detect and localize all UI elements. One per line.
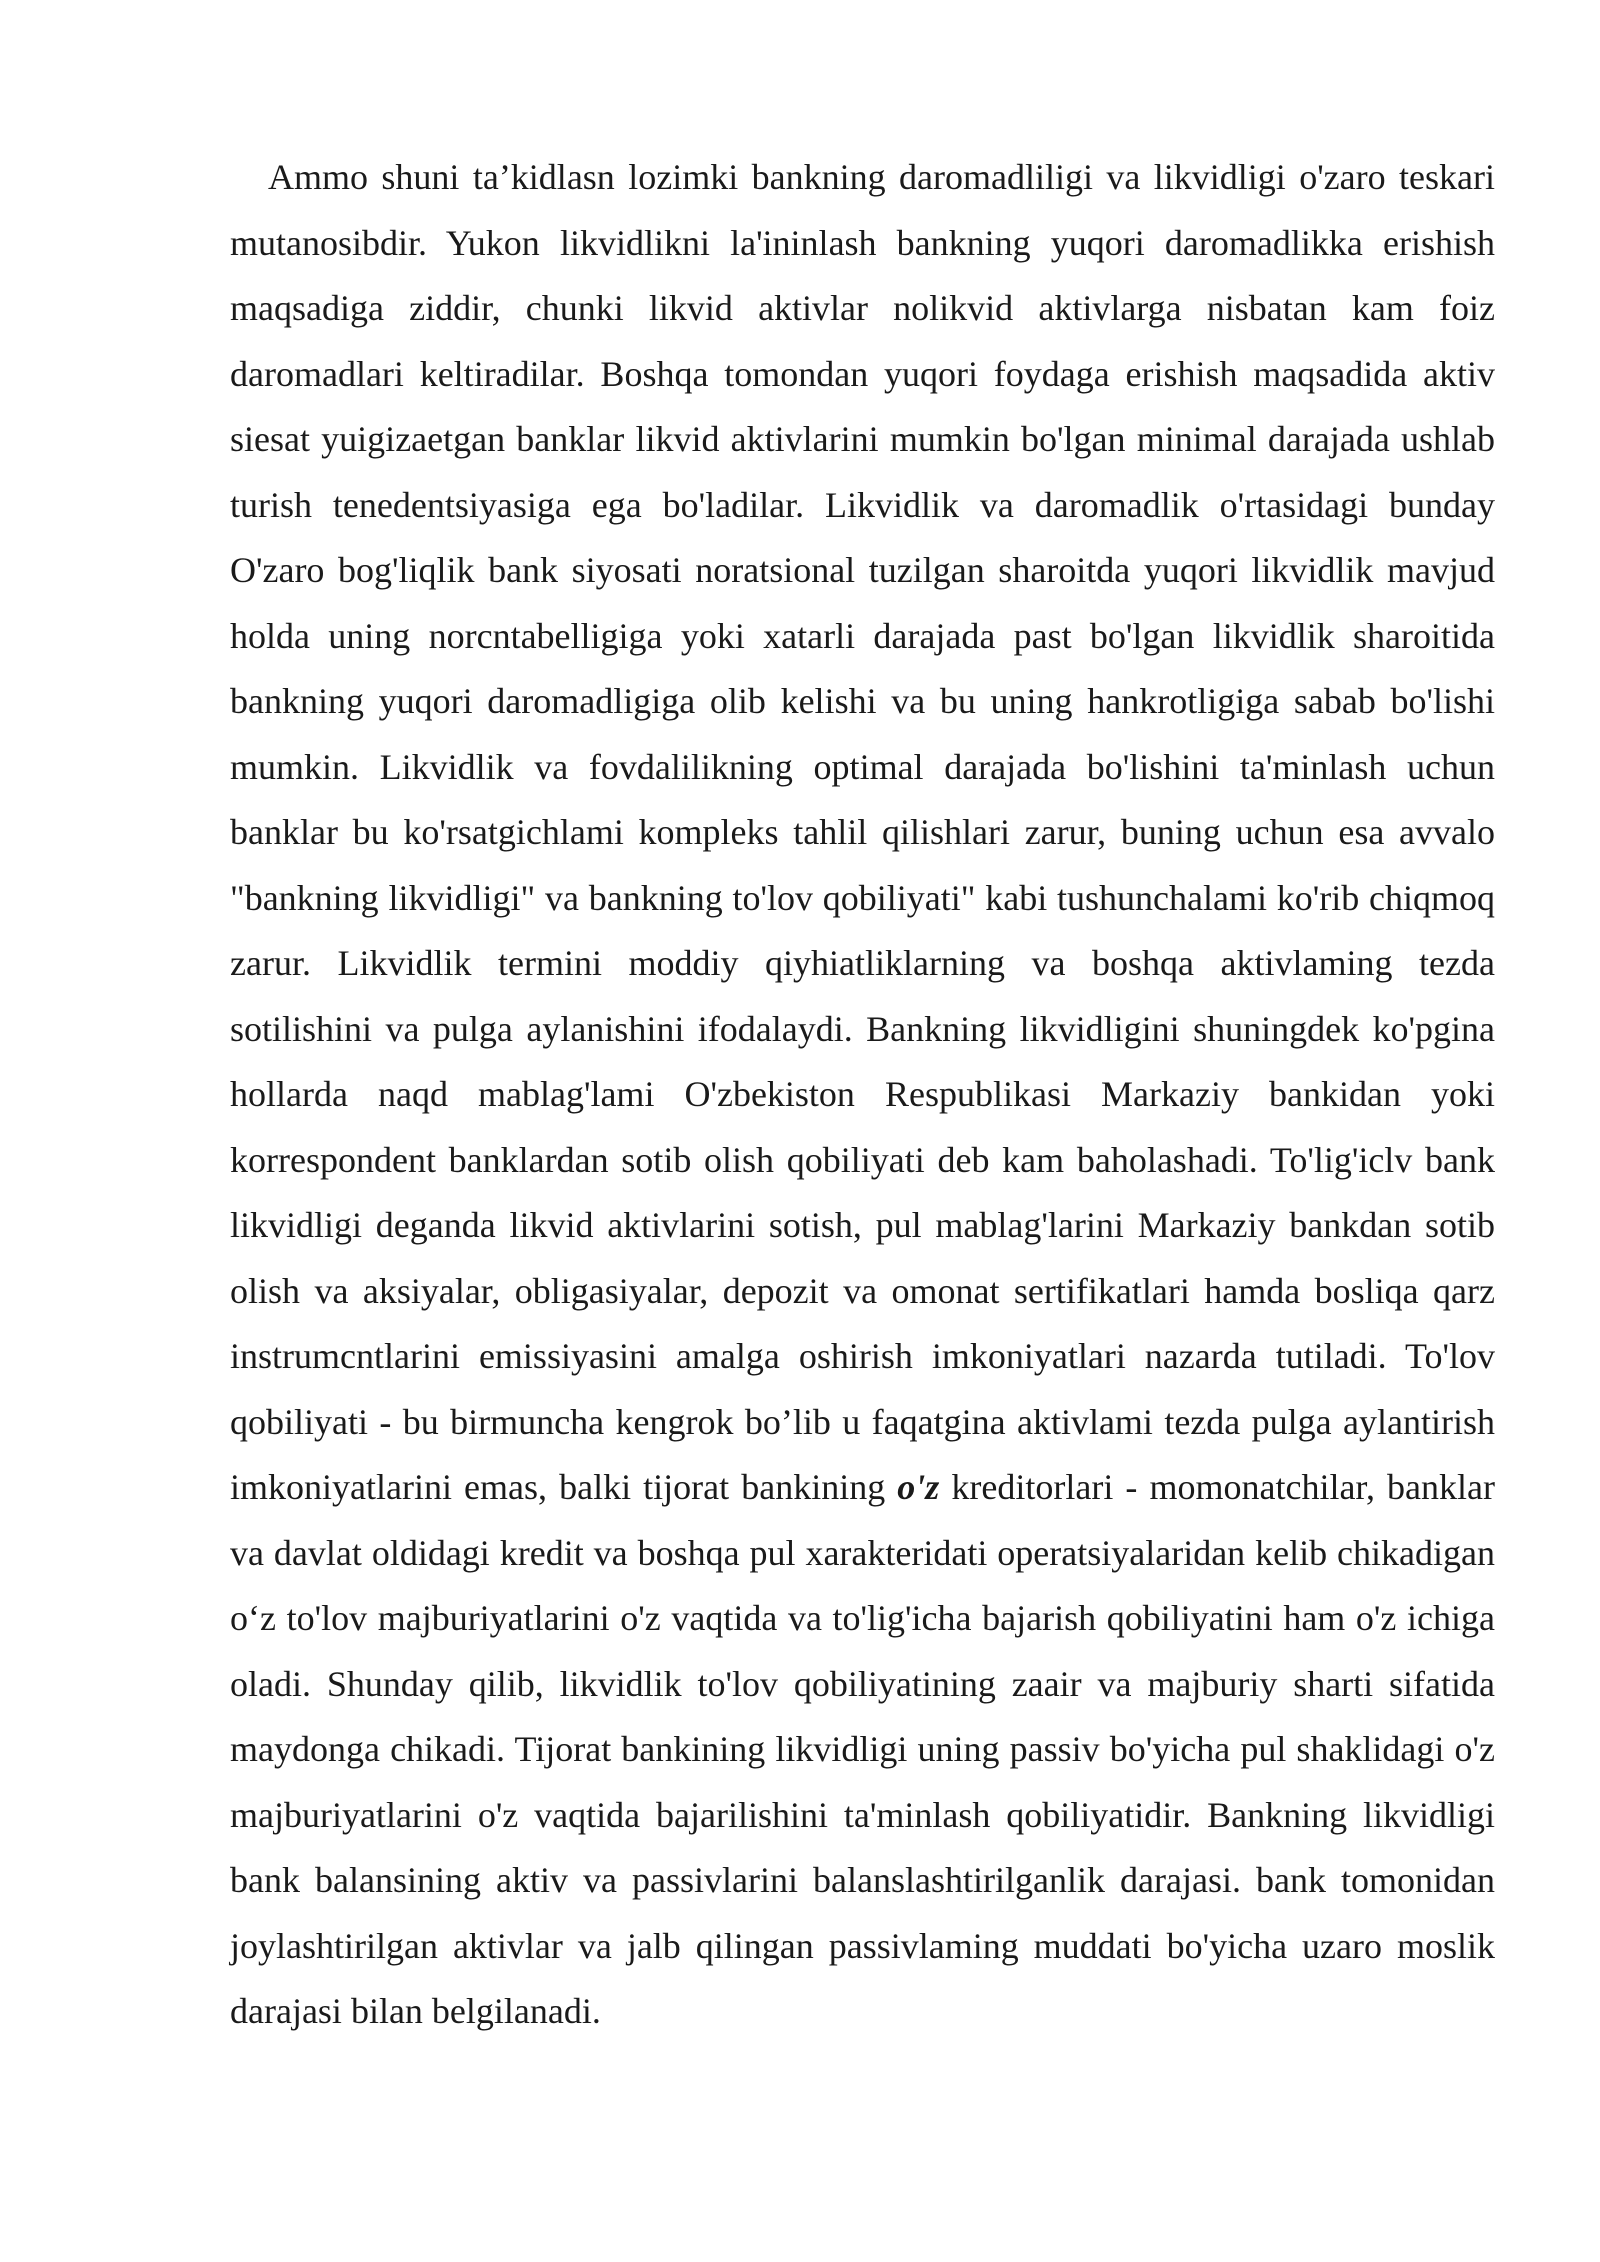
body-text (230, 145, 1495, 2045)
paragraph-text-part2: kreditorlari - momonatchilar, banklar va davlat oldidagi kredit va boshqa pul xarakteridati operatsiyalaridan kelib chikadigan o‘z to'lov majburiyatlarini o'z vaqtida va to'lig'icha bajarish qobiliyatini ham o'z ichiga oladi. Shunday qilib, likvidlik to'lov qobiliyatining zaair va majburiy sharti sifatida maydonga chikadi. Tijorat bankining likvidligi uning passiv bo'yicha pul shaklidagi o'z majburiyatlarini o'z vaqtida bajarilishini ta'minlash qobiliyatidir. Bankning likvidligi bank balansining aktiv va passivlarini balanslashtirilganlik darajasi. bank tomonidan joylashtirilgan aktivlar va jalb qilingan passivlaming muddati bo'yicha uzaro moslik darajasi bilan belgilanadi. (230, 1467, 1496, 2031)
paragraph (230, 145, 1495, 2045)
paragraph-emphasis: o'z (897, 1467, 940, 1507)
paragraph-text-part1: Ammo shuni ta’kidlasn lozimki bankning daromadliligi va likvidligi o'zaro teskari mutanosibdir. Yukon likvidlikni la'ininlash bankning yuqori daromadlikka erishish maqsadiga ziddir, chunki likvid aktivlar nolikvid aktivlarga nisbatan kam foiz daromadlari keltiradilar. Boshqa tomondan yuqori foydaga erishish maqsadida aktiv siesat yuigizaetgan banklar likvid aktivlarini mumkin bo'lgan minimal darajada ushlab turish tenedentsiyasiga ega bo'ladilar. Likvidlik va daromadlik o'rtasidagi bunday O'zaro bog'liqlik bank siyosati noratsional tuzilgan sharoitda yuqori likvidlik mavjud holda uning norcntabelligiga yoki xatarli darajada past bo'lgan likvidlik sharoitida bankning yuqori daromadligiga olib kelishi va bu uning hankrotligiga sabab bo'lishi mumkin. Likvidlik va fovdalilikning optimal darajada bo'lishini ta'minlash uchun banklar bu ko'rsatgichlami kompleks tahlil qilishlari zarur, buning uchun esa avvalo "bankning likvidligi" va bankning to'lov qobiliyati" kabi tushunchalami ko'rib chiqmoq zarur. Likvidlik termini moddiy qiyhiatliklarning va boshqa aktivlaming tezda sotilishini va pulga aylanishini ifodalaydi. Bankning likvidligini shuningdek ko'pgina hollarda naqd mablag'lami O'zbekiston Respublikasi Markaziy bankidan yoki korrespondent banklardan sotib olish qobiliyati deb kam baholashadi. To'lig'iclv bank likvidligi deganda likvid aktivlarini sotish, pul mablag'larini Markaziy bankdan sotib olish va aksiyalar, obligasiyalar, depozit va omonat sertifikatlari hamda bosliqa qarz instrumcntlarini emissiyasini amalga oshirish imkoniyatlari nazarda tutiladi. To'lov qobiliyati - bu birmuncha kengrok bo’lib u faqatgina aktivlami tezda pulga aylantirish imkoniyatlarini emas, balki tijorat bankining (230, 157, 1495, 1507)
